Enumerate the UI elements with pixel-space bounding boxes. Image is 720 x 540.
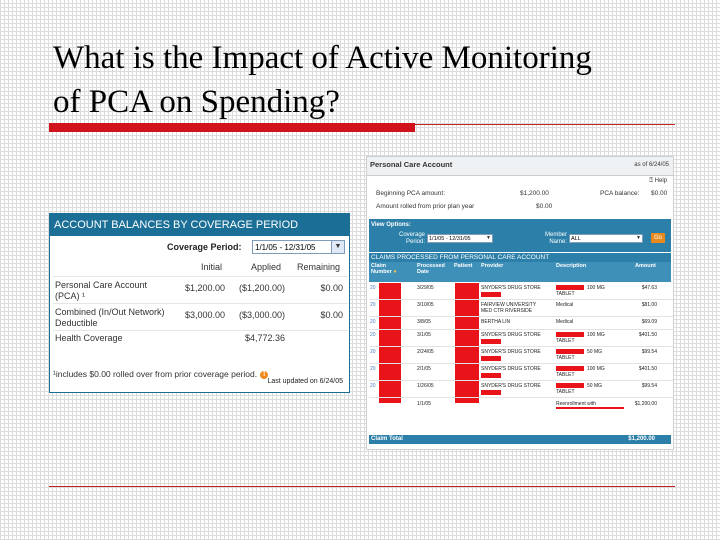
coverage-period-select[interactable] [252,240,345,254]
description: 50 MG [587,349,603,355]
description-line-2: TABLET [556,372,575,378]
amount: $1,200.00 [634,401,657,407]
redaction-block [481,356,501,361]
processed-date: 1/26/05 [417,383,434,389]
redaction-block [556,383,584,388]
column-amount[interactable]: Amount [635,263,656,269]
help-label: Help [654,178,667,184]
member-label-line-2: Name: [549,239,567,245]
slide-title [53,36,693,124]
slide-title-line-1: What is the Impact of Active Monitoring [53,40,592,76]
member-name-label [535,232,567,246]
pca-as-of-date: as of 6/24/05 [634,162,669,168]
table-row[interactable] [369,346,673,364]
claims-table [369,282,671,435]
pca-title: Personal Care Account [370,160,453,169]
claim-total-value: $1,200.00 [628,436,655,442]
claim-header-line-2: Number [371,269,392,275]
beginning-pca-value: $1,200.00 [520,190,549,197]
provider: SNYDER'S DRUG STORE [481,332,541,338]
row-label: Combined (In/Out Network) Deductible [55,307,165,328]
title-accent-bar [49,123,415,132]
remaining-value: $0.00 [320,310,343,320]
provider: SNYDER'S DRUG STORE [481,383,541,389]
initial-value: $3,000.00 [184,310,225,320]
claim-number[interactable]: 20 [370,319,376,325]
slide-title-line-2: of PCA on Spending? [53,84,340,120]
description-line-2: TABLET [556,389,575,395]
applied-value: $4,772.36 [244,333,285,343]
help-icon: ⍰ [649,178,653,184]
table-row[interactable] [369,380,673,398]
provider: BERTHA LIN [481,319,511,325]
provider: SNYDER'S DRUG STORE [481,285,541,291]
rolled-over-value: $0.00 [536,203,553,210]
title-rule [415,124,675,125]
coverage-period-label [391,232,425,246]
amount: $401.50 [638,366,657,372]
applied-value: ($1,200.00) [238,283,285,293]
provider: SNYDER'S DRUG STORE [481,349,541,355]
table-row [53,276,348,303]
claim-total-label: Claim Total [371,436,403,442]
description: 100 MG [587,332,605,338]
coverage-period-label: Coverage Period: [167,242,242,252]
column-patient[interactable]: Patient [454,263,473,269]
processed-date: 2/24/05 [417,349,434,355]
rolled-over-label: Amount rolled from prior plan year [376,203,475,210]
member-label-line-1: Member [544,232,567,238]
account-balances-header: ACCOUNT BALANCES BY COVERAGE PERIOD [50,214,349,236]
processed-date: 2/1/05 [417,366,431,372]
view-options-label: View Options: [371,222,411,228]
chevron-down-icon[interactable]: ▼ [636,235,641,241]
help-link[interactable] [649,178,667,185]
coverage-label-line-2: Period: [405,239,425,245]
row-label: Personal Care Account (PCA) ¹ [55,280,148,301]
account-balances-panel [49,213,350,393]
column-remaining: Remaining [297,262,341,272]
claims-total-bar [369,435,671,444]
processed-header-line-1: Processed [417,263,445,269]
initial-value: $1,200.00 [184,283,225,293]
processed-date: 3/10/05 [417,302,434,308]
go-button[interactable]: Go [651,233,665,243]
description: Medical [556,319,574,325]
applied-value: ($3,000.00) [238,310,285,320]
pca-header [367,157,673,176]
column-description[interactable]: Description [556,263,587,269]
processed-date: 3/29/05 [417,285,434,291]
coverage-period-value: 1/1/05 - 12/31/05 [255,243,316,252]
coverage-period-select[interactable] [427,234,493,243]
table-row[interactable] [369,397,673,411]
last-updated: Last updated on 6/24/05 [267,378,343,385]
amount: $69.09 [641,319,657,325]
beginning-pca-label: Beginning PCA amount: [376,190,446,197]
claim-number[interactable]: 20 [370,349,376,355]
table-row[interactable] [369,363,673,381]
provider: FAIRVIEW UNIVERSITY [481,302,537,308]
chevron-down-icon[interactable]: ▼ [486,235,491,241]
pca-balance-value: $0.00 [651,190,668,197]
amount: $47.63 [641,285,657,291]
amount: $99.54 [641,383,657,389]
footnote-text: ¹includes $0.00 rolled over from prior coverage period. [53,369,258,379]
processed-date: 3/8/05 [417,319,431,325]
description: Reenrollment with [556,401,597,407]
redaction-block [556,349,584,354]
description: 100 MG [587,285,605,291]
table-row [53,330,348,347]
table-row[interactable] [369,299,673,317]
redaction-block [481,339,501,344]
description-line-2: TABLET [556,355,575,361]
redaction-block [556,366,584,371]
column-applied: Applied [251,262,282,272]
redaction-block [556,332,584,337]
member-name-value: ALL [571,236,581,242]
row-label: Health Coverage [55,333,123,343]
footer-rule [49,486,675,487]
table-row[interactable] [369,329,673,347]
description-line-2: TABLET [556,291,575,297]
column-processed-date[interactable] [417,263,445,275]
claim-number[interactable]: 20 [370,383,376,389]
redaction-block [556,285,584,290]
amount: $99.54 [641,349,657,355]
balances-table [53,276,348,347]
remaining-value: $0.00 [320,283,343,293]
redaction-block [481,390,501,395]
view-options-bar [369,219,671,252]
processed-header-line-2: Date [417,269,429,275]
claims-section-header: CLAIMS PROCESSED FROM PERSONAL CARE ACCOUNT [369,253,671,262]
processed-date: 1/1/05 [417,401,431,407]
redaction-block [481,292,501,297]
table-row [53,303,348,330]
coverage-label-line-1: Coverage [398,232,425,238]
claim-header-line-1: Claim [371,263,386,269]
processed-date: 3/1/05 [417,332,431,338]
description: Medical [556,302,574,308]
personal-care-account-panel [366,156,674,450]
sort-icon[interactable]: ● [393,269,397,275]
table-row[interactable] [369,282,673,300]
claim-number[interactable]: 20 [370,366,376,372]
column-provider[interactable]: Provider [481,263,504,269]
amount: $401.50 [638,332,657,338]
claim-number[interactable]: 20 [370,332,376,338]
provider: SNYDER'S DRUG STORE [481,366,541,372]
table-row[interactable] [369,316,673,330]
chevron-down-icon[interactable]: ▼ [331,241,344,253]
claim-number[interactable]: 20 [370,302,376,308]
pca-summary [367,176,673,218]
coverage-period-value: 1/1/05 - 12/31/05 [429,236,471,242]
info-icon[interactable]: ! [260,371,268,379]
amount: $81.00 [641,302,657,308]
footnote [53,369,268,379]
redaction-block [481,373,501,378]
redaction-block [556,407,624,409]
claims-column-headers [369,262,671,282]
column-claim-number [371,263,397,275]
description: 50 MG [587,383,603,389]
description: 100 MG [587,366,605,372]
description-line-2: TABLET [556,338,575,344]
pca-balance-label: PCA balance: [600,190,640,197]
member-name-select[interactable] [569,234,643,243]
column-initial: Initial [201,262,223,272]
claim-number[interactable]: 20 [370,285,376,291]
provider-line-2: MED CTR RIVERSIDE [481,308,533,314]
